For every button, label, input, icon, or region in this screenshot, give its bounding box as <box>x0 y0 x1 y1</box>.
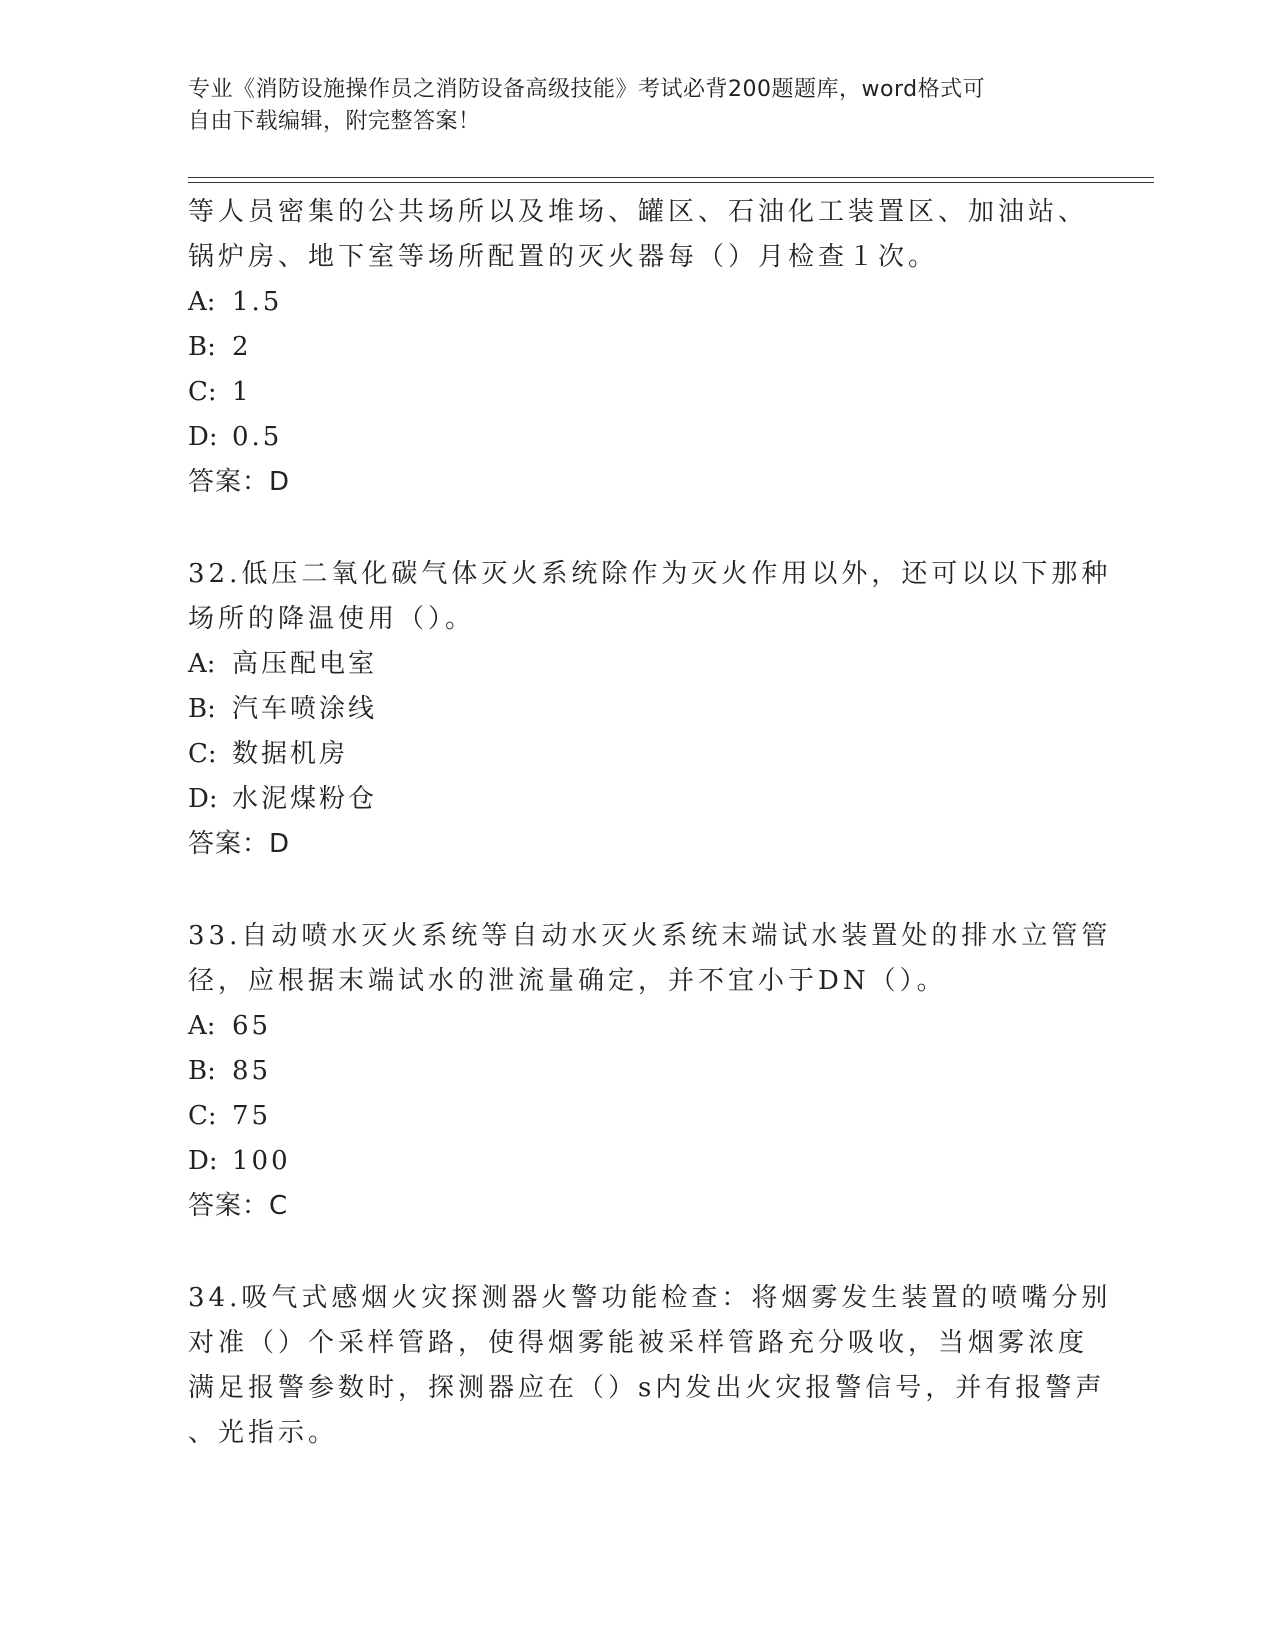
option-d <box>188 415 1088 460</box>
option-letter: B: <box>188 694 216 724</box>
question-list <box>188 190 1112 1456</box>
header-line-1: 专业《消防设施操作员之消防设备高级技能》考试必背200题题库，word格式可 <box>188 77 986 102</box>
option-text: 75 <box>232 1101 272 1131</box>
question-text-line: 等人员密集的公共场所以及堆场、罐区、石油化工装置区、加油站、 <box>188 197 1089 227</box>
option-letter: D: <box>188 1146 218 1176</box>
header-divider-top <box>188 177 1154 178</box>
option-text: 100 <box>232 1146 291 1176</box>
option-text: 高压配电室 <box>232 649 378 679</box>
question-text-line: 径，应根据末端试水的泄流量确定，并不宜小于DN（）。 <box>188 966 947 996</box>
option-letter: B: <box>188 1056 216 1086</box>
option-text: 85 <box>232 1056 272 1086</box>
option-letter: C: <box>188 739 217 769</box>
option-letter: C: <box>188 377 217 407</box>
header-line-2: 自由下载编辑，附完整答案！ <box>188 109 481 134</box>
option-b <box>188 1049 1088 1094</box>
option-text: 汽车喷涂线 <box>232 694 378 724</box>
option-a <box>188 1004 1088 1049</box>
option-d <box>188 1139 1088 1184</box>
option-c <box>188 732 1088 777</box>
option-text: 1.5 <box>232 287 283 317</box>
option-letter: D: <box>188 422 218 452</box>
option-letter: A: <box>188 287 216 317</box>
header-divider-bottom <box>188 182 1154 183</box>
question-34 <box>188 1276 1112 1456</box>
document-header <box>188 74 1088 138</box>
question-31 <box>188 190 1088 505</box>
question-spacer <box>188 867 1088 914</box>
question-spacer <box>188 505 1088 552</box>
option-c <box>188 370 1088 415</box>
option-c <box>188 1094 1088 1139</box>
question-text-line: 32.低压二氧化碳气体灭火系统除作为灭火作用以外，还可以以下那种 <box>188 559 1112 589</box>
option-text: 0.5 <box>232 422 283 452</box>
option-letter: C: <box>188 1101 217 1131</box>
option-letter: A: <box>188 649 216 679</box>
option-text: 数据机房 <box>232 739 349 769</box>
question-text-line: 场所的降温使用（）。 <box>188 604 476 634</box>
question-text-line: 33.自动喷水灭火系统等自动水灭火系统末端试水装置处的排水立管管 <box>188 921 1112 951</box>
option-a <box>188 280 1088 325</box>
answer-line: 答案：C <box>188 1191 289 1221</box>
question-text-line: 、光指示。 <box>188 1418 339 1448</box>
answer-line: 答案：D <box>188 467 291 497</box>
option-a <box>188 642 1088 687</box>
question-text-line: 满足报警参数时，探测器应在（）s内发出火灾报警信号，并有报警声 <box>188 1373 1106 1403</box>
option-d <box>188 777 1088 822</box>
answer-line: 答案：D <box>188 829 291 859</box>
option-letter: A: <box>188 1011 216 1041</box>
option-b <box>188 687 1088 732</box>
option-text: 水泥煤粉仓 <box>232 784 378 814</box>
option-text: 65 <box>232 1011 272 1041</box>
question-32 <box>188 552 1112 867</box>
question-text-line: 34.吸气式感烟火灾探测器火警功能检查：将烟雾发生装置的喷嘴分别 <box>188 1283 1112 1313</box>
option-b <box>188 325 1088 370</box>
option-letter: D: <box>188 784 218 814</box>
option-letter: B: <box>188 332 216 362</box>
question-33 <box>188 914 1112 1229</box>
question-text-line: 对准（）个采样管路，使得烟雾能被采样管路充分吸收，当烟雾浓度 <box>188 1328 1089 1358</box>
question-text-line: 锅炉房、地下室等场所配置的灭火器每（）月检查１次。 <box>188 242 939 272</box>
option-text: 1 <box>232 377 252 407</box>
option-text: 2 <box>232 332 252 362</box>
question-spacer <box>188 1229 1088 1276</box>
